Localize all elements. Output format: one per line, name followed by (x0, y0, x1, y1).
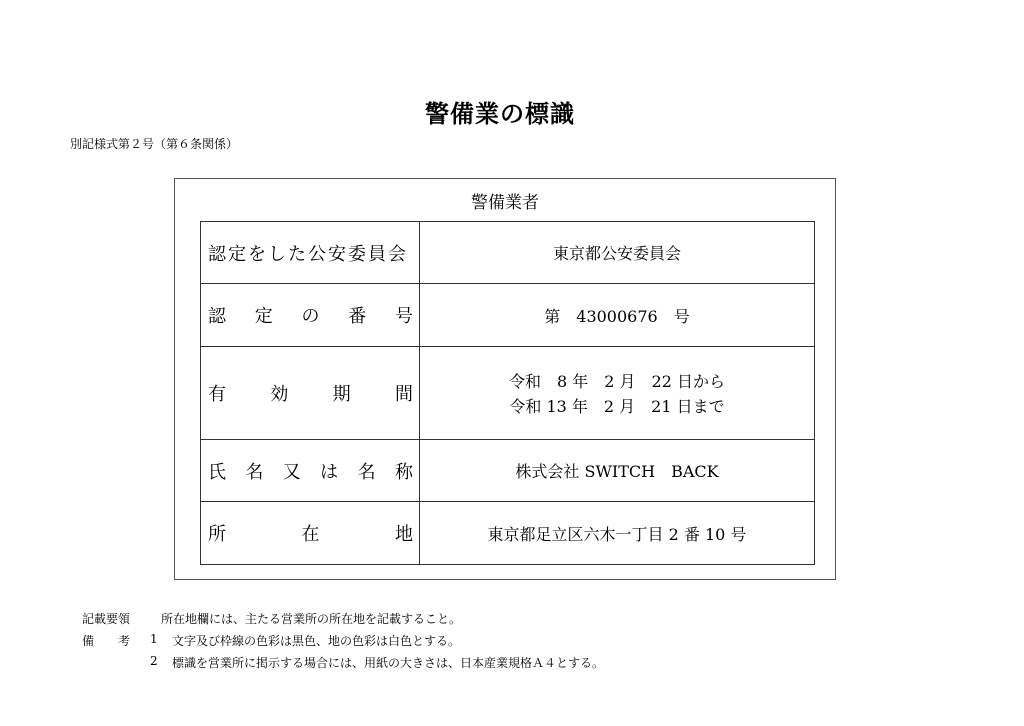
table-row (201, 347, 815, 440)
row-label-valid-period (201, 347, 420, 440)
sign-table (200, 221, 815, 565)
remark-number-1: 1 (150, 632, 158, 646)
sign-heading: 警備業者 (471, 193, 539, 213)
remark-number-2: 2 (150, 654, 158, 668)
notes-head-remarks: 備 考 (82, 634, 131, 648)
row-label-name (201, 440, 420, 502)
row-label-address (201, 502, 420, 565)
valid-until: 令和 13 年 2 月 21 日まで (509, 397, 725, 416)
label-char: 期 (332, 384, 351, 405)
row-value-address: 東京都足立区六木一丁目 2 番 10 号 (420, 502, 815, 565)
label-char: の (301, 306, 320, 327)
label-char: 有 (208, 384, 226, 405)
row-value-name: 株式会社 SWITCH BACK (420, 440, 815, 502)
remark-text-2: 標識を営業所に掲示する場合には、用紙の大きさは、日本産業規格Ａ４とする。 (172, 656, 605, 670)
label-char: 地 (395, 524, 413, 545)
valid-from: 令和 8 年 2 月 22 日から (509, 372, 725, 391)
label-char: 在 (301, 524, 320, 545)
row-value-commission: 東京都公安委員会 (420, 222, 815, 284)
row-value-valid-period (420, 347, 815, 440)
remark-text-1: 文字及び枠線の色彩は黒色、地の色彩は白色とする。 (172, 634, 461, 648)
sign-frame (174, 178, 836, 580)
row-label-commission: 認定をした公安委員会 (201, 222, 420, 284)
label-char: 認 (208, 306, 226, 327)
label-char: 称 (394, 461, 413, 483)
label-char: 間 (394, 384, 413, 405)
table-row (201, 284, 815, 347)
table-row (201, 440, 815, 502)
label-char: 号 (395, 306, 413, 327)
label-char: 名 (245, 461, 264, 483)
row-label-cert-number (201, 284, 420, 347)
label-char: 所 (208, 524, 226, 545)
table-row (201, 222, 815, 284)
notes-text-instructions: 所在地欄には、主たる営業所の所在地を記載すること。 (161, 612, 462, 626)
label-char: 又 (282, 461, 301, 483)
label-char: 定 (254, 306, 273, 327)
label-char: 名 (357, 461, 376, 483)
table-row (201, 502, 815, 565)
notes-head-instructions: 記載要領 (82, 612, 131, 626)
label-char: 番 (348, 306, 367, 327)
page-title: 警備業の標識 (425, 100, 575, 128)
label-char: 氏 (208, 461, 226, 483)
row-value-cert-number: 第 43000676 号 (420, 284, 815, 347)
form-number-label: 別記様式第２号（第６条関係） (70, 137, 239, 151)
label-char: 効 (270, 384, 289, 405)
label-char: は (320, 461, 339, 483)
